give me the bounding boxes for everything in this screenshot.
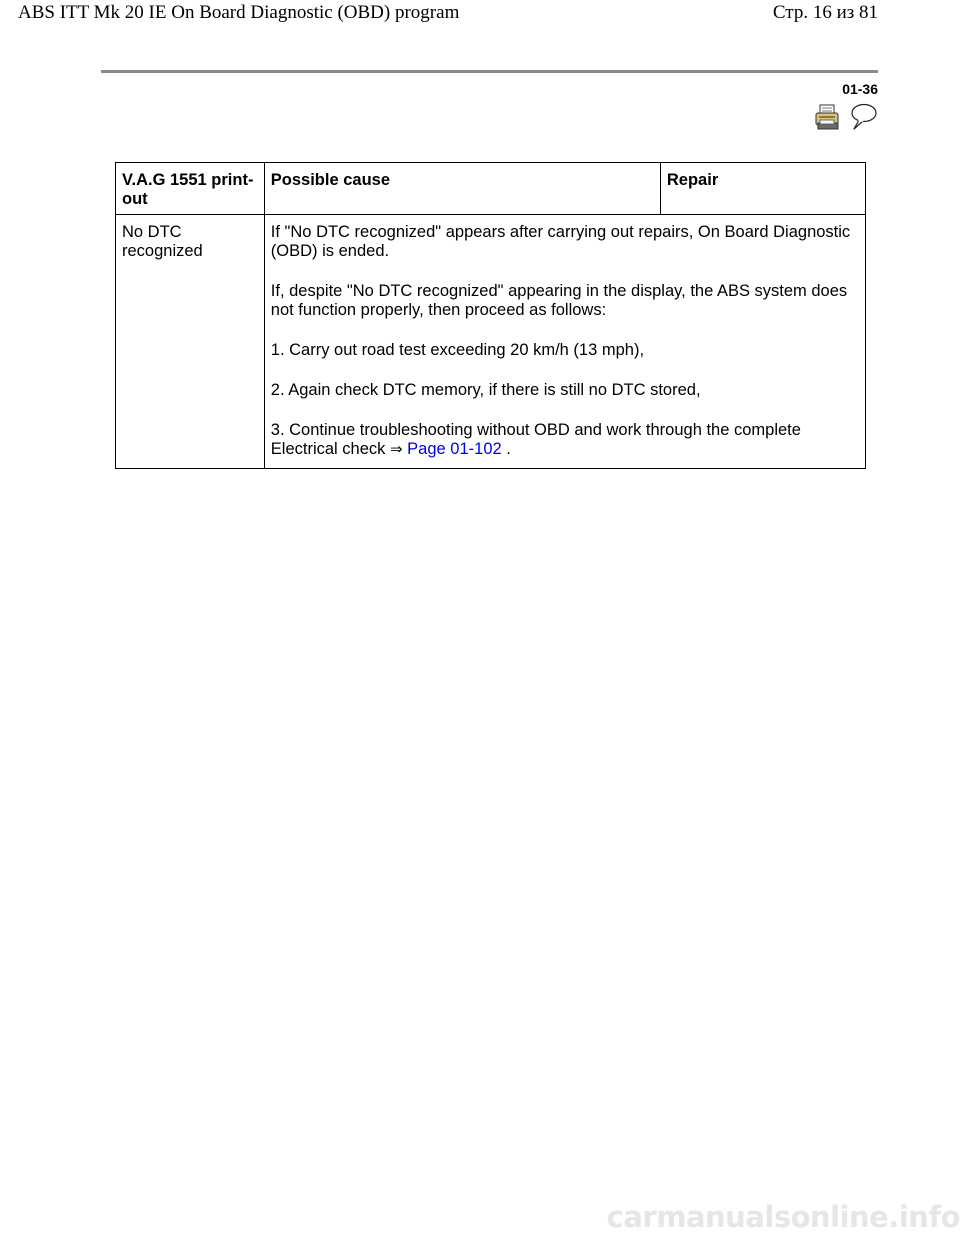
column-header-repair: Repair xyxy=(660,163,865,215)
paragraph-no-dtc: If "No DTC recognized" appears after carrying out repairs, On Board Diagnostic (OBD) is ended. xyxy=(270,223,851,260)
column-header-possible-cause: Possible cause xyxy=(264,163,660,215)
page-tools xyxy=(814,103,880,131)
table-row xyxy=(116,215,866,469)
step-3-text: 3. Continue troubleshooting without OBD and work through the complete Electrical check xyxy=(270,421,801,458)
table-header-row xyxy=(116,163,866,215)
paragraph-step-2: 2. Again check DTC memory, if there is still no DTC stored, xyxy=(270,381,701,399)
document-title: ABS ITT Mk 20 IE On Board Diagnostic (OBD) program xyxy=(18,2,460,23)
paragraph-despite: If, despite "No DTC recognized" appearing in the display, the ABS system does not function properly, then proceed as follows: xyxy=(270,282,848,319)
watermark: carmanualsonline.info xyxy=(606,1200,960,1234)
link-suffix: . xyxy=(501,440,511,458)
printer-icon[interactable] xyxy=(814,103,842,131)
column-header-printout: V.A.G 1551 print-out xyxy=(116,163,265,215)
page-link[interactable]: Page 01-102 xyxy=(407,440,502,458)
paragraph-step-3 xyxy=(271,421,858,459)
arrow-right-icon: ⇒ xyxy=(390,440,403,458)
cell-cause-repair xyxy=(264,215,865,469)
header-rule xyxy=(101,70,878,73)
paragraph-step-1: 1. Carry out road test exceeding 20 km/h (13 mph), xyxy=(270,341,645,359)
page-number: 01-36 xyxy=(842,81,878,97)
cell-printout: No DTC recognized xyxy=(116,215,265,469)
page-counter: Стр. 16 из 81 xyxy=(772,2,878,23)
diagnostic-table xyxy=(115,162,866,469)
comment-icon[interactable] xyxy=(848,103,878,131)
